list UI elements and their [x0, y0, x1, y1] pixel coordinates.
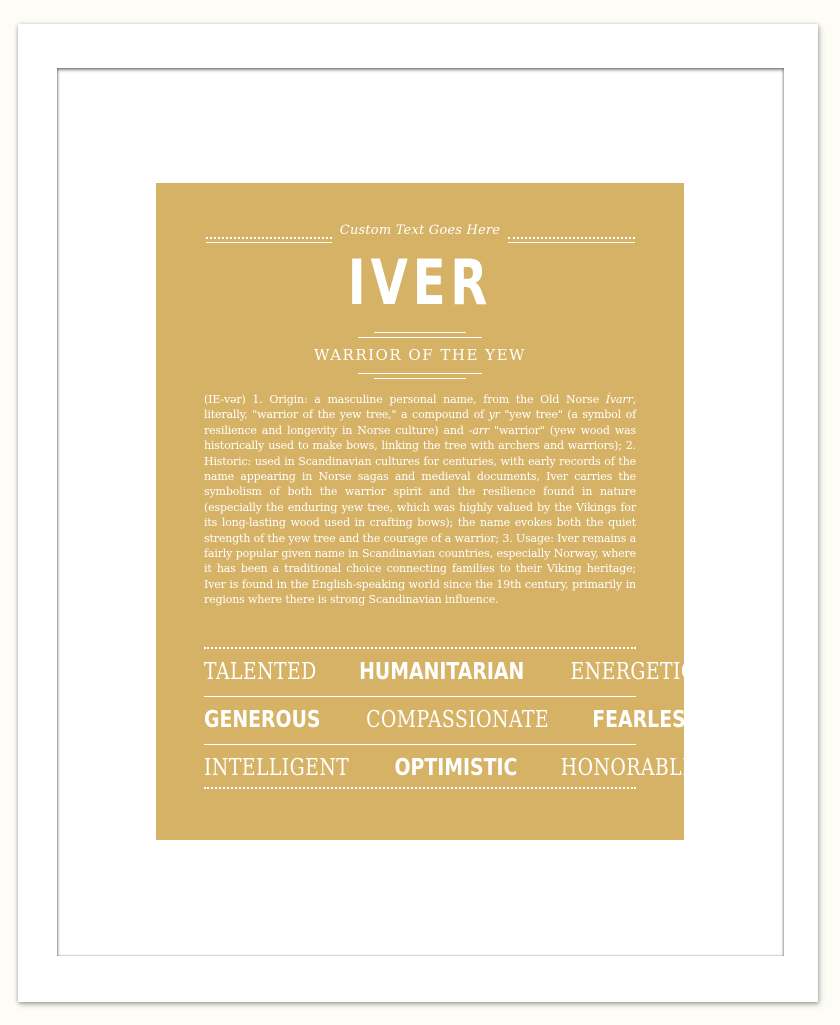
trait-divider — [204, 744, 636, 745]
name-definition — [204, 392, 636, 608]
dotted-rule-traits-bottom — [204, 787, 636, 789]
trait-word: TALENTED — [204, 659, 317, 685]
trait-row — [204, 749, 697, 787]
divider-rule — [358, 337, 482, 338]
trait-word: FEARLESS — [592, 707, 699, 733]
definition-italic: yr — [488, 408, 500, 422]
divider-rule — [374, 378, 466, 379]
trait-row — [204, 701, 699, 739]
trait-word: COMPASSIONATE — [366, 707, 550, 733]
dotted-rule-right — [508, 237, 635, 239]
trait-word: GENEROUS — [204, 707, 321, 733]
custom-text: Custom Text Goes Here — [339, 223, 501, 238]
name-meaning: WARRIOR OF THE YEW — [314, 346, 526, 364]
dotted-rule-traits-top — [204, 647, 636, 649]
trait-word: ENERGETIC — [570, 659, 696, 685]
trait-word: INTELLIGENT — [204, 755, 350, 781]
divider-rule — [358, 373, 482, 374]
trait-word: OPTIMISTIC — [394, 755, 518, 781]
definition-text: (IE-vər) 1. Origin: a masculine personal name, from the Old Norse — [204, 393, 606, 406]
print-name: IVER — [347, 246, 493, 319]
trait-word: HUMANITARIAN — [359, 659, 525, 685]
definition-text: "yew tree" (a symbol of resilience and longevity in Norse culture) and — [204, 408, 636, 437]
divider-rule — [374, 332, 466, 333]
definition-text: "warrior" (yew wood was historically used to make bows, linking the tree with archers and warriors); 2. Historic: used in Scandinavian cultures for centuries, with early records of the name appearing in Norse sagas and medieval documents, Iver carries the symbolism of both the warrior spirit and the resilience found in nature (especially the enduring yew tree, which was highly valued by the Vikings for its long-lasting wood used in crafting bows); the name evokes both the quiet strength of the yew tree and the courage of a warrior; 3. Usage: Iver remains a fairly popular given name in Scandinavian countries, especially Norway, where it has been a traditional choice connecting families to their Viking heritage; Iver is found in the English-speaking world since the 19th century, primarily in regions where there is strong Scandinavian influence. — [204, 423, 636, 607]
trait-word: HONORABLE — [560, 755, 697, 781]
name-print — [156, 183, 699, 840]
trait-divider — [204, 696, 636, 697]
definition-italic: Ívarr — [605, 393, 633, 406]
definition-text: , literally, "warrior of the yew tree," a compound of — [204, 393, 636, 422]
definition-italic: -arr — [468, 423, 489, 437]
trait-row — [204, 653, 696, 691]
